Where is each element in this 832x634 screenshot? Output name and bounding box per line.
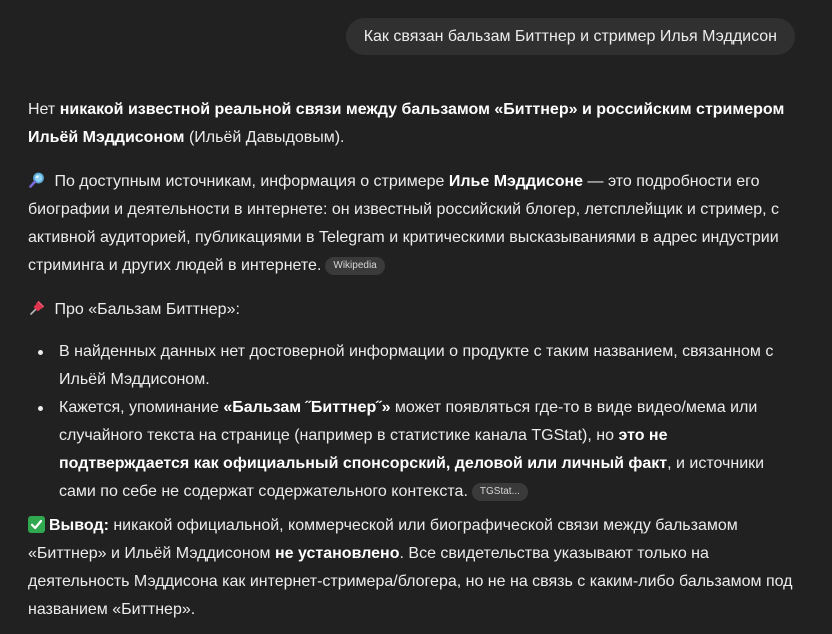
answer-bold-text: Илье Мэддисоне [448, 173, 584, 190]
answer-bold-text: это не подтверждается как официальный спонсорский, деловой или личный факт [59, 427, 668, 472]
user-message-bubble [346, 18, 795, 55]
source-chip-wikipedia[interactable]: Wikipedia [325, 257, 384, 275]
user-message-text: Как связан бальзам Биттнер и стример Илья Мэддисон [363, 28, 777, 45]
check-mark-icon [28, 516, 45, 533]
answer-bold-text: «Бальзам ˝Биттнер˝» [223, 399, 391, 416]
answer-text: может появляться где-то в виде видео/мема или случайного текста на странице (например в статистике канала TGStat), но [59, 399, 758, 444]
list-item [59, 394, 798, 506]
answer-text: Про «Бальзам Биттнер»: [50, 301, 240, 318]
answer-text: , и источники сами по себе не содержат содержательного контекста. [59, 455, 765, 500]
answer-paragraph-balsam [28, 296, 798, 324]
answer-text: (Ильёй Давыдовым). [184, 129, 345, 146]
source-chip-tgstat[interactable]: TGStat... [472, 483, 528, 501]
answer-text: — это подробности его биографии и деятельности в интернете: он известный российский блогер, летсплейщик и стример, с активной аудиторией, публикациями в Telegram и критическими высказываниями в адрес индустрии стриминга и других людей в интернете. [28, 173, 780, 274]
answer-text: Кажется, упоминание [59, 399, 224, 416]
pushpin-icon [28, 299, 46, 317]
list-item [59, 338, 798, 394]
answer-paragraph-conclusion [28, 512, 798, 624]
answer-text: никакой официальной, коммерческой или биографической связи между бальзамом «Биттнер» и Ильёй Мэддисоном [28, 517, 738, 562]
answer-bold-text: никакой известной реальной связи между бальзамом «Биттнер» и российским стримером Ильёй Мэддисоном [28, 101, 785, 146]
assistant-answer [28, 96, 798, 624]
answer-paragraph-intro [28, 96, 798, 152]
answer-text: По доступным источникам, информация о стримере [50, 173, 449, 190]
answer-text: . Все свидетельства указывают только на деятельность Мэддисона как интернет-стримера/блогера, но не на связь с каким-либо бальзамом под названием «Биттнер». [28, 545, 793, 618]
answer-bold-text: Вывод: [49, 517, 109, 534]
answer-paragraph-sources [28, 168, 798, 280]
answer-bullet-list [28, 338, 798, 506]
answer-text: Нет [28, 101, 60, 118]
answer-text: В найденных данных нет достоверной информации о продукте с таким названием, связанном с Ильёй Мэддисоном. [59, 343, 774, 388]
answer-bold-text: не установлено [275, 545, 400, 562]
magnifier-icon [28, 171, 46, 189]
